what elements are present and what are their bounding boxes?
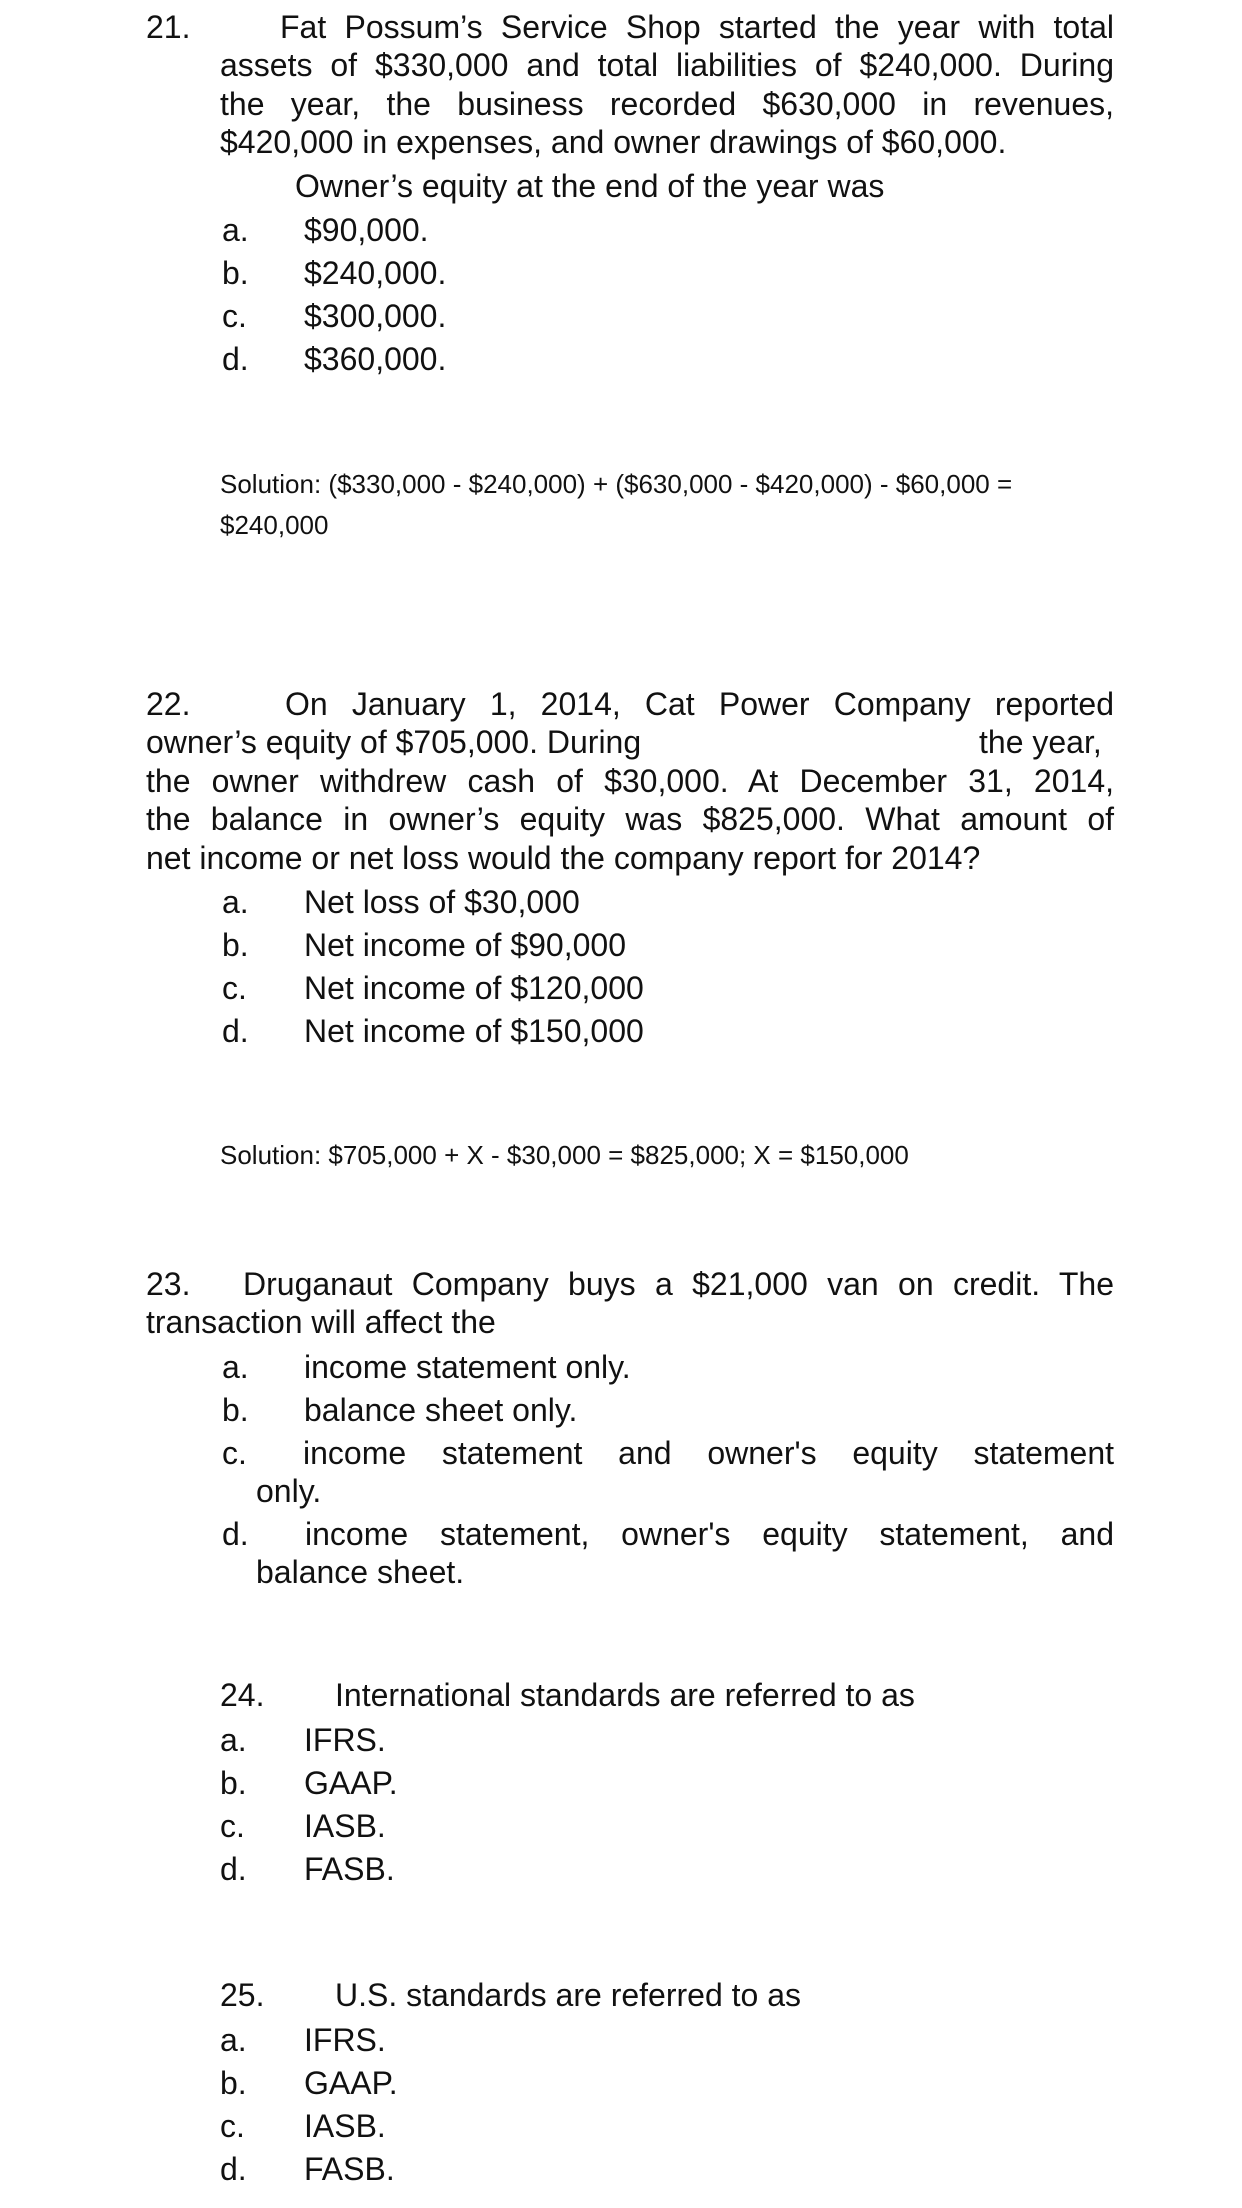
option-text: $240,000. [304, 255, 447, 291]
answer-option-d[interactable] [222, 338, 446, 381]
option-text: IFRS. [304, 2022, 386, 2058]
answer-option-b[interactable] [222, 252, 446, 295]
option-text: income statement and owner's equity statement [303, 1435, 1114, 1471]
option-letter: a. [220, 2022, 247, 2058]
option-text-continued: balance sheet. [256, 1554, 465, 1590]
option-text: FASB. [304, 1851, 395, 1887]
option-letter: a. [222, 884, 249, 920]
question-stem-line: the year, the business recorded $630,000 in revenues, [220, 86, 1114, 122]
answer-option-d[interactable] [220, 1848, 395, 1891]
answer-option-b[interactable] [220, 2062, 398, 2105]
option-letter: a. [222, 212, 249, 248]
option-letter: d. [222, 341, 249, 377]
question-stem-line: the balance in owner’s equity was $825,000. What amount of [146, 801, 1114, 837]
question-prompt: U.S. standards are referred to as [335, 1977, 801, 2013]
option-letter: b. [222, 1392, 249, 1428]
answer-option-a[interactable] [222, 1346, 631, 1389]
answer-option-a[interactable] [222, 209, 429, 252]
option-letter: c. [222, 1435, 247, 1471]
option-text: Net income of $90,000 [304, 927, 626, 963]
answer-option-d[interactable] [220, 2148, 395, 2191]
option-text: GAAP. [304, 1765, 398, 1801]
answer-option-c[interactable] [222, 295, 446, 338]
option-letter: d. [222, 1516, 249, 1552]
option-letter: b. [220, 2065, 247, 2101]
question-stem-line: owner’s equity of $705,000. During [146, 724, 642, 760]
answer-option-c[interactable] [220, 1805, 386, 1848]
question-stem-line: the owner withdrew cash of $30,000. At December 31, 2014, [146, 763, 1114, 799]
option-text: Net loss of $30,000 [304, 884, 580, 920]
option-letter: c. [220, 2108, 245, 2144]
question-stem-line: Fat Possum’s Service Shop started the year with total [280, 9, 1114, 45]
answer-option-b[interactable] [220, 1762, 398, 1805]
option-text: IASB. [304, 2108, 386, 2144]
option-letter: d. [220, 2151, 247, 2187]
option-letter: b. [222, 927, 249, 963]
option-text: $360,000. [304, 341, 447, 377]
solution-line: Solution: ($330,000 - $240,000) + ($630,000 - $420,000) - $60,000 = [220, 469, 1013, 499]
question-stem-line: $420,000 in expenses, and owner drawings of $60,000. [220, 124, 1007, 160]
option-text: Net income of $150,000 [304, 1013, 644, 1049]
question-stem-line: Druganaut Company buys a $21,000 van on credit. The [243, 1266, 1114, 1302]
option-letter: a. [220, 1722, 247, 1758]
option-text: FASB. [304, 2151, 395, 2187]
question-number: 21. [146, 9, 191, 45]
option-text: income statement, owner's equity statement, and [305, 1516, 1114, 1552]
option-letter: b. [222, 255, 249, 291]
option-text: balance sheet only. [304, 1392, 578, 1428]
question-stem-line: On January 1, 2014, Cat Power Company reported [285, 686, 1114, 722]
question-stem-line: assets of $330,000 and total liabilities of $240,000. During [220, 47, 1114, 83]
answer-option-a[interactable] [220, 2019, 386, 2062]
option-text: Net income of $120,000 [304, 970, 644, 1006]
answer-option-b[interactable] [222, 1389, 577, 1432]
option-letter: c. [222, 298, 247, 334]
answer-option-c[interactable] [220, 2105, 386, 2148]
option-letter: b. [220, 1765, 247, 1801]
question-stem-line: transaction will affect the [146, 1304, 496, 1340]
answer-option-b[interactable] [222, 924, 626, 967]
option-text: GAAP. [304, 2065, 398, 2101]
question-number: 23. [146, 1266, 191, 1302]
solution-line: $240,000 [220, 510, 329, 540]
option-letter: a. [222, 1349, 249, 1385]
option-letter: d. [220, 1851, 247, 1887]
answer-option-d[interactable] [222, 1010, 644, 1053]
question-prompt: International standards are referred to as [335, 1677, 915, 1713]
answer-option-a[interactable] [220, 1719, 386, 1762]
option-text: income statement only. [304, 1349, 631, 1385]
question-prompt: Owner’s equity at the end of the year was [295, 168, 885, 204]
option-text-continued: only. [256, 1473, 322, 1509]
option-text: IFRS. [304, 1722, 386, 1758]
option-text: $300,000. [304, 298, 447, 334]
answer-option-a[interactable] [222, 881, 580, 924]
option-text: IASB. [304, 1808, 386, 1844]
question-stem-line: net income or net loss would the company report for 2014? [146, 840, 981, 876]
solution-line: Solution: $705,000 + X - $30,000 = $825,000; X = $150,000 [220, 1140, 909, 1170]
option-letter: c. [220, 1808, 245, 1844]
option-letter: c. [222, 970, 247, 1006]
question-stem-line: the year, [979, 724, 1102, 760]
question-number: 25. [220, 1977, 265, 2013]
question-number: 24. [220, 1677, 265, 1713]
option-text: $90,000. [304, 212, 429, 248]
option-letter: d. [222, 1013, 249, 1049]
question-number: 22. [146, 686, 191, 722]
answer-option-c[interactable] [222, 967, 644, 1010]
